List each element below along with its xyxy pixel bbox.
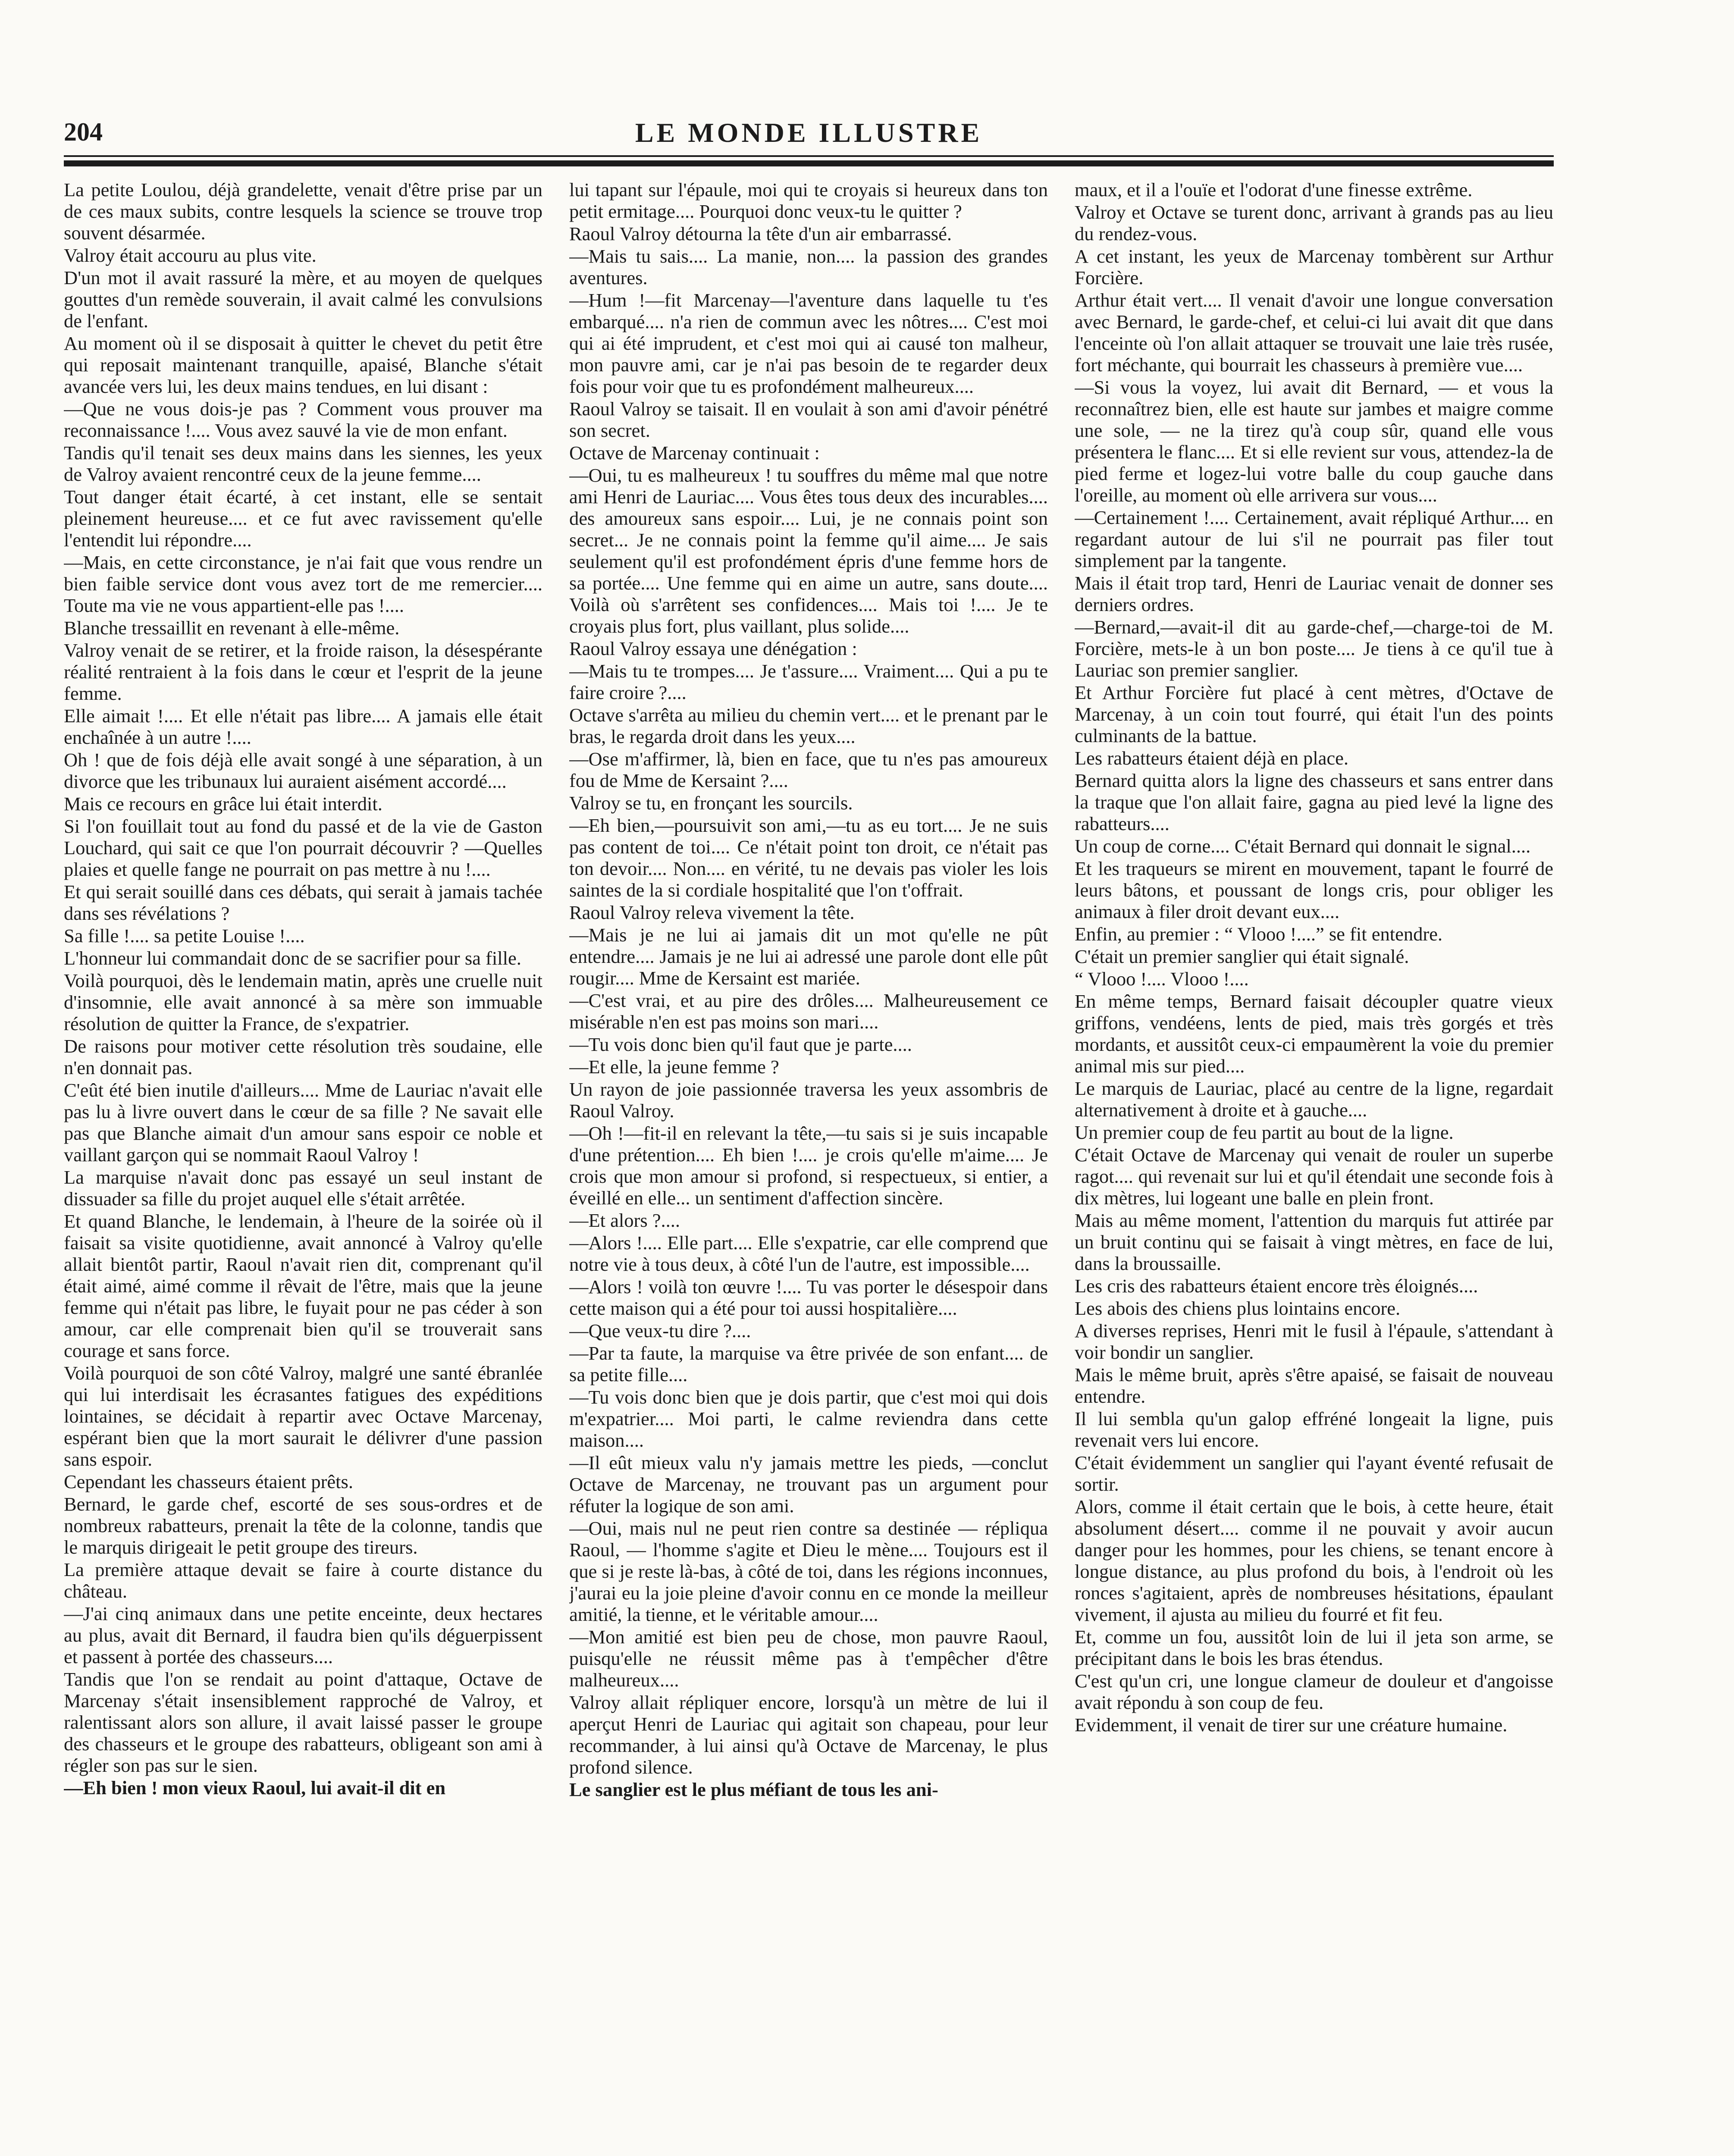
paragraph: —Eh bien,—poursuivit son ami,—tu as eu tort.... Je ne suis pas content de toi.... Ce n'était point ton droit, ce n'était pas ton devoir.... Non.... en vérité, tu ne devais pas violer les lois saintes de la si cordiale hospitalité que l'on t'offrait. [569, 815, 1048, 901]
paragraph: Et, comme un fou, aussitôt loin de lui il jeta son arme, se précipitant dans le bois les bras étendus. [1075, 1626, 1553, 1669]
paragraph: Mais il était trop tard, Henri de Lauriac venait de donner ses derniers ordres. [1075, 572, 1553, 615]
paragraph: C'était Octave de Marcenay qui venait de rouler un superbe ragot.... qui revenait sur lui et qu'il étendait une seconde fois à dix mètres, lui logeant une balle en plein front. [1075, 1144, 1553, 1209]
paragraph: Un rayon de joie passionnée traversa les yeux assombris de Raoul Valroy. [569, 1078, 1048, 1122]
column-right [1075, 179, 1553, 2156]
paragraph: Tandis qu'il tenait ses deux mains dans les siennes, les yeux de Valroy avaient rencontré ceux de la jeune femme.... [64, 442, 542, 485]
paragraph: Au moment où il se disposait à quitter le chevet du petit être qui reposait maintenant tranquille, apaisé, Blanche s'était avancée vers lui, les deux mains tendues, en lui disant : [64, 332, 542, 397]
paragraph: —Mais je ne lui ai jamais dit un mot qu'elle ne pût entendre.... Jamais je ne lui ai adressé une parole dont elle pût rougir.... Mme de Kersaint est mariée. [569, 924, 1048, 989]
paragraph: Et les traqueurs se mirent en mouvement, tapant le fourré de leurs bâtons, et poussant de longs cris, pour obliger les animaux à filer droit devant eux.... [1075, 858, 1553, 922]
paragraph: C'était un premier sanglier qui était signalé. [1075, 946, 1409, 967]
paragraph: Oh ! que de fois déjà elle avait songé à une séparation, à un divorce que les tribunaux lui auraient aisément accordé.... [64, 749, 542, 792]
paragraph: —Alors ! voilà ton œuvre !.... Tu vas porter le désespoir dans cette maison qui a été pour toi aussi hospitalière.... [569, 1276, 1048, 1319]
paragraph: —Et alors ?.... [569, 1210, 680, 1231]
paragraph: —Par ta faute, la marquise va être privée de son enfant.... de sa petite fille.... [569, 1342, 1048, 1385]
paragraph: Et Arthur Forcière fut placé à cent mètres, d'Octave de Marcenay, à un coin tout fourré, qui était l'un des points culminants de la battue. [1075, 682, 1553, 746]
paragraph: —Certainement !.... Certainement, avait répliqué Arthur.... en regardant autour de lui s'il ne pourrait pas filer tout simplement par la tangente. [1075, 507, 1553, 571]
paragraph: —Tu vois donc bien que je dois partir, que c'est moi qui dois m'expatrier.... Moi parti, le calme reviendra dans cette maison.... [569, 1386, 1048, 1451]
paragraph: C'eût été bien inutile d'ailleurs.... Mme de Lauriac n'avait elle pas lu à livre ouvert dans le cœur de sa fille ? Ne savait elle pas que Blanche aimait d'un amour sans espoir ce noble et vaillant garçon qui se nommait Raoul Valroy ! [64, 1079, 542, 1166]
paragraph: Il lui sembla qu'un galop effréné longeait la ligne, puis revenait vers lui encore. [1075, 1408, 1553, 1451]
paragraph: —Mais tu te trompes.... Je t'assure.... Vraiment.... Qui a pu te faire croire ?.... [569, 660, 1048, 703]
paragraph: Un premier coup de feu partit au bout de la ligne. [1075, 1122, 1454, 1143]
paragraph: —Mon amitié est bien peu de chose, mon pauvre Raoul, puisqu'elle ne réussit même pas à t'empêcher d'être malheureux.... [569, 1626, 1048, 1691]
paragraph: —Bernard,—avait-il dit au garde-chef,—charge-toi de M. Forcière, mets-le à un bon poste.... Je tiens à ce qu'il tue à Lauriac son premier sanglier. [1075, 616, 1553, 681]
paragraph: Tandis que l'on se rendait au point d'attaque, Octave de Marcenay s'était insensiblement rapproché de Valroy, et ralentissant alors son allure, il avait laissé passer le groupe des chasseurs et le groupe des rabatteurs, obligeant son ami à régler son pas sur le sien. [64, 1668, 542, 1776]
paragraph: maux, et il a l'ouïe et l'odorat d'une finesse extrême. [1075, 179, 1473, 201]
masthead-title: LE MONDE ILLUSTRE [635, 117, 983, 148]
paragraph: Tout danger était écarté, à cet instant, elle se sentait pleinement heureuse.... et ce fut avec ravissement qu'elle l'entendit lui répondre.... [64, 486, 542, 551]
paragraph: De raisons pour motiver cette résolution très soudaine, elle n'en donnait pas. [64, 1035, 542, 1078]
paragraph: A diverses reprises, Henri mit le fusil à l'épaule, s'attendant à voir bondir un sanglier. [1075, 1320, 1553, 1363]
paragraph: —Que ne vous dois-je pas ? Comment vous prouver ma reconnaissance !.... Vous avez sauvé la vie de mon enfant. [64, 398, 542, 441]
paragraph: Mais au même moment, l'attention du marquis fut attirée par un bruit continu qui se faisait à vingt mètres, en face de lui, dans la broussaille. [1075, 1210, 1553, 1274]
paragraph: —Mais, en cette circonstance, je n'ai fait que vous rendre un bien faible service dont vous avez tort de me remercier.... Toute ma vie ne vous appartient-elle pas !.... [64, 552, 542, 616]
paragraph: Valroy était accouru au plus vite. [64, 244, 317, 266]
paragraph: Les abois des chiens plus lointains encore. [1075, 1297, 1401, 1319]
paragraph: —Oui, mais nul ne peut rien contre sa destinée — répliqua Raoul, — l'homme s'agite et Dieu le mène.... Toujours est il que si je reste là-bas, à côté de toi, dans les régions inconnues, j'aurai eu la joie pleine d'avoir connu en ce monde la meilleur amitié, la tienne, et le véritable amour.... [569, 1517, 1048, 1625]
paragraph: Alors, comme il était certain que le bois, à cette heure, était absolument désert.... comme il ne pouvait y avoir aucun danger pour les hommes, pour les chiens, se tenant encore à longue distance, au plus profond du bois, à l'endroit où les ronces s'agitaient, après de nombreuses hésitations, épaulant vivement, il ajusta au milieu du fourré et fit feu. [1075, 1496, 1553, 1625]
paragraph: —Il eût mieux valu n'y jamais mettre les pieds, —conclut Octave de Marcenay, ne trouvant pas un argument pour réfuter la logique de son ami. [569, 1452, 1048, 1517]
paragraph: Si l'on fouillait tout au fond du passé et de la vie de Gaston Louchard, qui sait ce que l'on pourrait découvrir ? —Quelles plaies et quelle fange ne pourrait on pas mettre à nu !.... [64, 815, 542, 880]
paragraph: —Et elle, la jeune femme ? [569, 1056, 779, 1078]
paragraph: —Si vous la voyez, lui avait dit Bernard, — et vous la reconnaîtrez bien, elle est haute sur jambes et maigre comme une sole, — ne la tirez qu'à coup sûr, quand elle vous présentera le flanc.... Et si elle revient sur vous, attendez-la de pied ferme et logez-lui votre balle du coup gauche dans l'oreille, au moment où elle arrivera sur vous.... [1075, 376, 1553, 506]
paragraph: Raoul Valroy détourna la tête d'un air embarrassé. [569, 223, 952, 244]
paragraph: Bernard quitta alors la ligne des chasseurs et sans entrer dans la traque que l'on allait faire, gagna au pied levé la ligne des rabatteurs.... [1075, 770, 1553, 834]
paragraph: Cependant les chasseurs étaient prêts. [64, 1471, 353, 1492]
paragraph: Sa fille !.... sa petite Louise !.... [64, 925, 305, 946]
paragraph: Valroy venait de se retirer, et la froide raison, la désespérante réalité rentraient à la fois dans le cœur et l'esprit de la jeune femme. [64, 639, 542, 704]
page-number: 204 [64, 118, 103, 146]
paragraph: Raoul Valroy essaya une dénégation : [569, 638, 857, 659]
paragraph: Raoul Valroy releva vivement la tête. [569, 902, 855, 923]
paragraph: —Tu vois donc bien qu'il faut que je parte.... [569, 1034, 912, 1055]
paragraph: Blanche tressaillit en revenant à elle-même. [64, 617, 400, 639]
paragraph: Et quand Blanche, le lendemain, à l'heure de la soirée où il faisait sa visite quotidienne, avait annoncé à Valroy qu'elle allait bientôt partir, Raoul n'avait rien dit, comprenant qu'il était aimé, aimé comme il rêvait de l'être, mais que la jeune femme qui n'était pas libre, le fuyait pour ne pas céder à son amour, car elle comprenait bien qu'il se trouverait sans courage et sans force. [64, 1210, 542, 1361]
paragraph: lui tapant sur l'épaule, moi qui te croyais si heureux dans ton petit ermitage.... Pourquoi donc veux-tu le quitter ? [569, 179, 1048, 222]
paragraph: —Eh bien ! mon vieux Raoul, lui avait-il dit en [64, 1777, 446, 1799]
article-columns [64, 179, 1554, 2156]
paragraph: Enfin, au premier : “ Vlooo !....” se fit entendre. [1075, 923, 1443, 945]
paragraph: —Oui, tu es malheureux ! tu souffres du même mal que notre ami Henri de Lauriac.... Vous êtes tous deux des incurables.... des amoureux sans espoir.... Lui, je ne connais point son secret... Je ne connais point la femme qu'il aime.... Je sais seulement qu'il est profondément épris d'une femme hors de sa portée.... Une femme qui en aime un autre, sans doute.... Voilà où s'arrêtent ses confidences.... Mais toi !.... Je te croyais plus fort, plus vaillant, plus solide.... [569, 464, 1048, 637]
paragraph: Le sanglier est le plus méfiant de tous les ani- [569, 1779, 938, 1800]
paragraph: Elle aimait !.... Et elle n'était pas libre.... A jamais elle était enchaînée à un autre !.... [64, 705, 542, 748]
header-rule-thin [64, 155, 1554, 157]
paragraph: En même temps, Bernard faisait découpler quatre vieux griffons, vendéens, lents de pied, mais très gorgés et très mordants, et aussitôt ceux-ci empaumèrent la voie du premier animal mis sur pied.... [1075, 990, 1553, 1077]
column-left [64, 179, 542, 2156]
paragraph: “ Vlooo !.... Vlooo !.... [1075, 968, 1249, 990]
paragraph: —Alors !.... Elle part.... Elle s'expatrie, car elle comprend que notre vie à tous deux, à côté l'un de l'autre, est impossible.... [569, 1232, 1048, 1275]
paragraph: La première attaque devait se faire à courte distance du château. [64, 1559, 542, 1602]
paragraph: —Ose m'affirmer, là, bien en face, que tu n'es pas amoureux fou de Mme de Kersaint ?.... [569, 748, 1048, 791]
paragraph: C'est qu'un cri, une longue clameur de douleur et d'angoisse avait répondu à son coup de feu. [1075, 1670, 1553, 1713]
paragraph: Un coup de corne.... C'était Bernard qui donnait le signal.... [1075, 835, 1531, 857]
page-header [64, 116, 1554, 150]
paragraph: Valroy se tu, en fronçant les sourcils. [569, 792, 853, 814]
paragraph: Raoul Valroy se taisait. Il en voulait à son ami d'avoir pénétré son secret. [569, 398, 1048, 441]
paragraph: —Oh !—fit-il en relevant la tête,—tu sais si je suis incapable d'une prétention.... Eh bien !.... je crois qu'elle m'aime.... Je crois que mon amour si profond, si respectueux, si entier, a éveillé en elle... un sentiment d'affection sincère. [569, 1122, 1048, 1209]
paragraph: —Hum !—fit Marcenay—l'aventure dans laquelle tu t'es embarqué.... n'a rien de commun avec les nôtres.... C'est moi qui ai été imprudent, et c'est moi qui ai causé ton malheur, mon pauvre ami, car je n'ai pas besoin de te regarder deux fois pour voir que tu es profondément malheureux.... [569, 289, 1048, 397]
paragraph: Les rabatteurs étaient déjà en place. [1075, 747, 1349, 769]
paragraph: Voilà pourquoi, dès le lendemain matin, après une cruelle nuit d'insomnie, elle avait annoncé à sa mère son immuable résolution de quitter la France, de s'expatrier. [64, 970, 542, 1034]
paragraph: Mais ce recours en grâce lui était interdit. [64, 793, 383, 815]
paragraph: —J'ai cinq animaux dans une petite enceinte, deux hectares au plus, avait dit Bernard, il faudra bien qu'ils déguerpissent et passent à portée des chasseurs.... [64, 1603, 542, 1667]
header-rule-thick [64, 160, 1554, 166]
paragraph: Arthur était vert.... Il venait d'avoir une longue conversation avec Bernard, le garde-chef, et celui-ci lui avait dit que dans l'enceinte où l'on allait attaquer se trouvait une laie très rusée, fort méchante, qui bourrait les chasseurs à première vue.... [1075, 289, 1553, 376]
paragraph: —C'est vrai, et au pire des drôles.... Malheureusement ce misérable n'en est pas moins son mari.... [569, 990, 1048, 1033]
paragraph: Valroy allait répliquer encore, lorsqu'à un mètre de lui il aperçut Henri de Lauriac qui agitait son chapeau, pour leur recommander, à lui ainsi qu'à Octave de Marcenay, le plus profond silence. [569, 1692, 1048, 1778]
paragraph: A cet instant, les yeux de Marcenay tombèrent sur Arthur Forcière. [1075, 245, 1553, 288]
paragraph: Et qui serait souillé dans ces débats, qui serait à jamais tachée dans ses révélations ? [64, 881, 542, 924]
paragraph: L'honneur lui commandait donc de se sacrifier pour sa fille. [64, 947, 521, 969]
paragraph: C'était évidemment un sanglier qui l'ayant éventé refusait de sortir. [1075, 1452, 1553, 1495]
paragraph: La petite Loulou, déjà grandelette, venait d'être prise par un de ces maux subits, contre lesquels la science se trouve trop souvent désarmée. [64, 179, 542, 244]
paragraph: D'un mot il avait rassuré la mère, et au moyen de quelques gouttes d'un remède souverain, il avait calmé les convulsions de l'enfant. [64, 267, 542, 332]
paragraph: La marquise n'avait donc pas essayé un seul instant de dissuader sa fille du projet auquel elle s'était arrêtée. [64, 1166, 542, 1210]
paragraph: Mais le même bruit, après s'être apaisé, se faisait de nouveau entendre. [1075, 1364, 1553, 1407]
paragraph: Les cris des rabatteurs étaient encore très éloignés.... [1075, 1275, 1478, 1297]
paragraph: Evidemment, il venait de tirer sur une créature humaine. [1075, 1714, 1508, 1736]
paragraph: Bernard, le garde chef, escorté de ses sous-ordres et de nombreux rabatteurs, prenait la tête de la colonne, tandis que le marquis dirigeait le petit groupe des tireurs. [64, 1493, 542, 1558]
paragraph: —Que veux-tu dire ?.... [569, 1320, 751, 1341]
column-middle [569, 179, 1048, 2156]
paragraph: Voilà pourquoi de son côté Valroy, malgré une santé ébranlée qui lui interdisait les écrasantes fatigues des expéditions lointaines, se décidait à repartir avec Octave Marcenay, espérant bien que la mort saurait le délivrer d'une passion sans espoir. [64, 1362, 542, 1470]
paragraph: Valroy et Octave se turent donc, arrivant à grands pas au lieu du rendez-vous. [1075, 201, 1553, 244]
paragraph: Le marquis de Lauriac, placé au centre de la ligne, regardait alternativement à droite et à gauche.... [1075, 1078, 1553, 1121]
paragraph: Octave s'arrêta au milieu du chemin vert.... et le prenant par le bras, le regarda droit dans les yeux.... [569, 704, 1048, 747]
paragraph: —Mais tu sais.... La manie, non.... la passion des grandes aventures. [569, 245, 1048, 288]
paragraph: Octave de Marcenay continuait : [569, 442, 820, 464]
